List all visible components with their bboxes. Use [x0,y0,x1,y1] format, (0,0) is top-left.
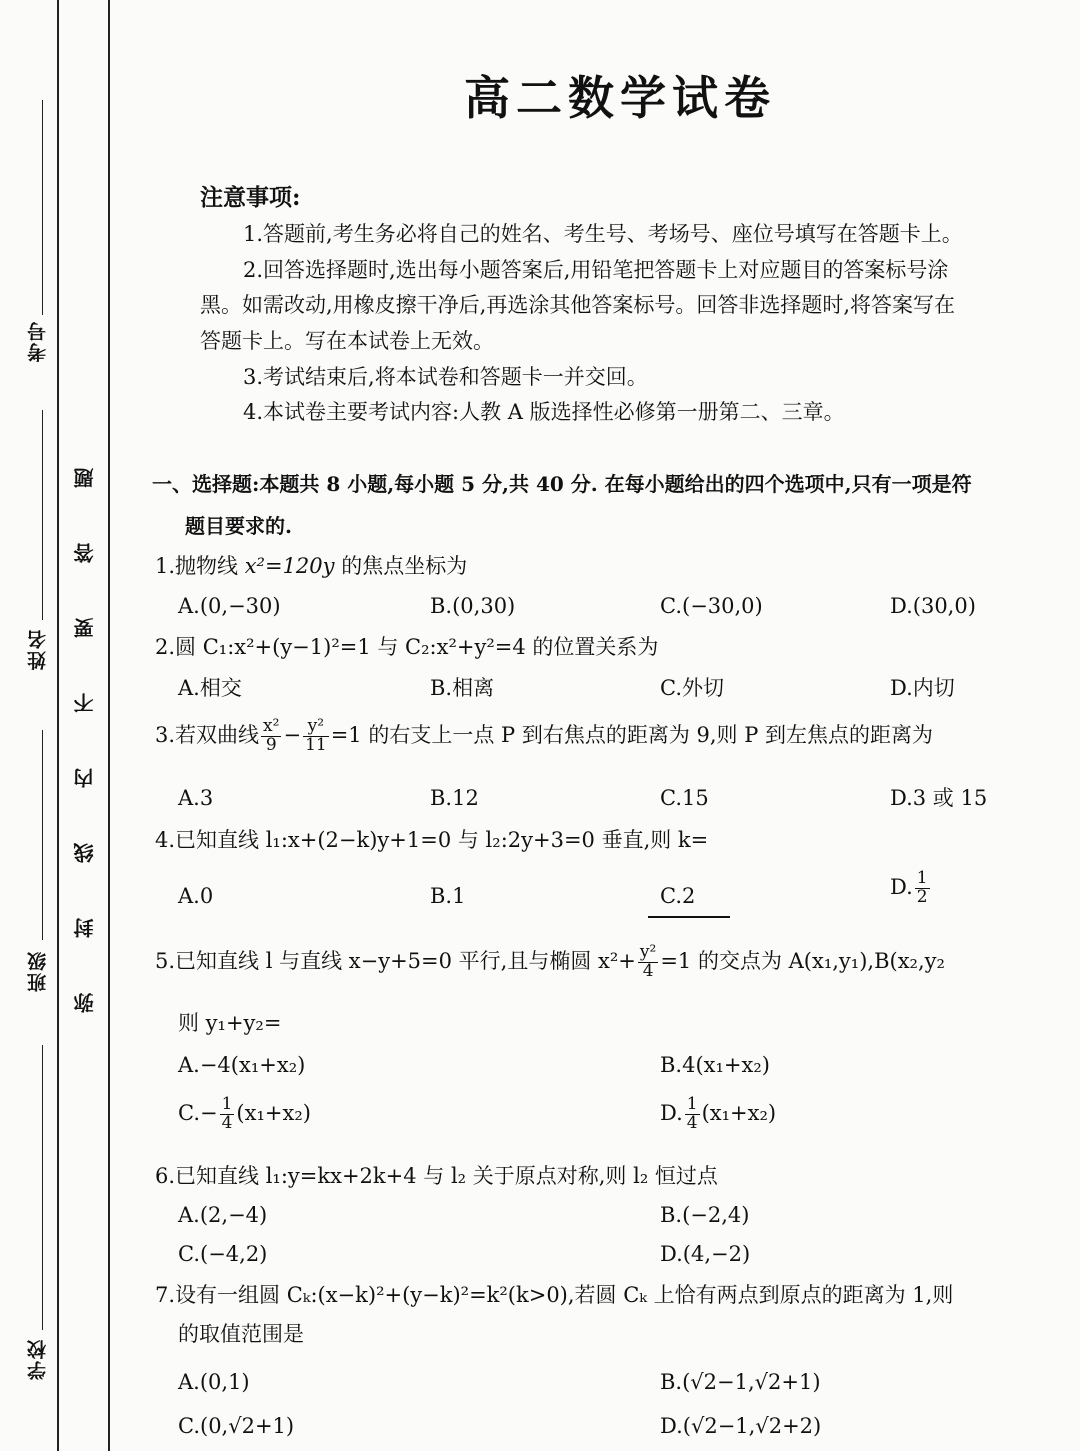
q1-option-a[interactable]: A.(0,−30) [178,594,281,618]
seal-char: 要 [73,618,97,638]
notice-item: 答题卡上。写在本试卷上无效。 [200,329,494,353]
q2-option-c[interactable]: C.外切 [660,676,724,700]
school-blank[interactable] [42,1045,43,1330]
margin-line-outer [57,0,59,1451]
q4-option-b[interactable]: B.1 [430,884,466,908]
notice-item: 黑。如需改动,用橡皮擦干净后,再选涂其他答案标号。回答非选择题时,将答案写在 [200,293,956,317]
q5-option-b[interactable]: B.4(x₁+x₂) [660,1053,770,1077]
section-heading-cont: 题目要求的. [185,514,292,538]
seal-char: 不 [73,693,97,713]
seal-char: 题 [73,468,97,488]
q1-option-b[interactable]: B.(0,30) [430,594,516,618]
q4-option-d[interactable]: D. $\frac{1}{2}$ [890,868,928,907]
q2-option-b[interactable]: B.相离 [430,676,495,700]
fraction: $\frac{1}{4}$ [686,1094,698,1133]
q3-option-b[interactable]: B.12 [430,786,479,810]
q1-option-c[interactable]: C.(−30,0) [660,594,763,618]
q5-option-a[interactable]: A.−4(x₁+x₂) [178,1053,306,1077]
q6-option-c[interactable]: C.(−4,2) [178,1242,268,1266]
question-5-stem: 5.已知直线 l 与直线 x−y+5=0 平行,且与椭圆 x²+ $\frac{\text{y²}}{4}$ =1 的交点为 A(x₁,y₁),B(x₂,y₂ [155,942,945,981]
question-6-stem: 6.已知直线 l₁:y=kx+2k+4 与 l₂ 关于原点对称,则 l₂ 恒过点 [155,1164,718,1188]
q4-option-c[interactable]: C.2 [660,884,696,908]
q1-option-d[interactable]: D.(30,0) [890,594,976,618]
q7-option-c[interactable]: C.(0,√2+1) [178,1414,295,1438]
q7-option-b[interactable]: B.(√2−1,√2+1) [660,1370,821,1394]
fraction: $\frac{\text{y²}}{4}$ [639,942,657,981]
fraction: $\frac{1}{2}$ [916,868,928,907]
seal-char: 弥 [73,993,97,1013]
q6-option-a[interactable]: A.(2,−4) [178,1203,268,1227]
question-3-stem: 3.若双曲线 $\frac{\text{x²}}{9}$ − $\frac{\text{y²}}{11}$ =1 的右支上一点 P 到右焦点的距离为 9,则 P 到左焦点的距离为 [155,716,934,755]
q6-option-b[interactable]: B.(−2,4) [660,1203,750,1227]
exam-no-blank[interactable] [42,100,43,315]
notice-item: 2.回答选择题时,选出每小题答案后,用铅笔把答题卡上对应题目的答案标号涂 [243,258,949,282]
q4-option-a[interactable]: A.0 [178,884,214,908]
page-title: 高二数学试卷 [464,71,776,125]
q3-option-c[interactable]: C.15 [660,786,709,810]
fraction: $\frac{\text{y²}}{11}$ [305,716,327,755]
question-7-stem-cont: 的取值范围是 [178,1322,304,1346]
class-blank[interactable] [42,730,43,940]
question-1-stem: 1.抛物线 x²=120y 的焦点坐标为 [155,554,468,578]
name-label: 姓名 [27,628,49,670]
question-7-stem: 7.设有一组圆 Cₖ:(x−k)²+(y−k)²=k²(k>0),若圆 Cₖ 上恰有两点到原点的距离为 1,则 [155,1283,954,1307]
seal-char: 内 [73,768,97,788]
school-label: 学校 [27,1338,49,1380]
q3-option-d[interactable]: D.3 或 15 [890,786,988,810]
fraction: $\frac{1}{4}$ [221,1094,233,1133]
question-2-stem: 2.圆 C₁:x²+(y−1)²=1 与 C₂:x²+y²=4 的位置关系为 [155,635,659,659]
seal-char: 答 [73,543,97,563]
q6-option-d[interactable]: D.(4,−2) [660,1242,751,1266]
class-label: 班级 [27,950,49,992]
question-4-stem: 4.已知直线 l₁:x+(2−k)y+1=0 与 l₂:2y+3=0 垂直,则 k= [155,828,709,852]
seal-char: 线 [73,843,97,863]
notice-heading: 注意事项: [200,184,301,211]
q2-option-a[interactable]: A.相交 [178,676,242,700]
q3-option-a[interactable]: A.3 [178,786,214,810]
notice-item: 4.本试卷主要考试内容:人教 A 版选择性必修第一册第二、三章。 [243,400,845,424]
answer-underline [648,916,730,918]
question-5-stem-cont: 则 y₁+y₂= [178,1011,282,1035]
q5-option-d[interactable]: D. $\frac{1}{4}$ (x₁+x₂) [660,1094,777,1133]
notice-item: 1.答题前,考生务必将自己的姓名、考生号、考场号、座位号填写在答题卡上。 [243,222,963,246]
exam-no-label: 考号 [27,320,49,362]
section-heading: 一、选择题:本题共 8 小题,每小题 5 分,共 40 分. 在每小题给出的四个选项中,只有一项是符 [152,472,972,496]
notice-item: 3.考试结束后,将本试卷和答题卡一并交回。 [243,365,648,389]
q5-option-c[interactable]: C.− $\frac{1}{4}$ (x₁+x₂) [178,1094,311,1133]
seal-char: 封 [73,918,97,938]
name-blank[interactable] [42,410,43,620]
q7-option-d[interactable]: D.(√2−1,√2+2) [660,1414,822,1438]
q2-option-d[interactable]: D.内切 [890,676,955,700]
margin-line-inner [108,0,110,1451]
q7-option-a[interactable]: A.(0,1) [178,1370,250,1394]
fraction: $\frac{\text{x²}}{9}$ [263,716,280,755]
